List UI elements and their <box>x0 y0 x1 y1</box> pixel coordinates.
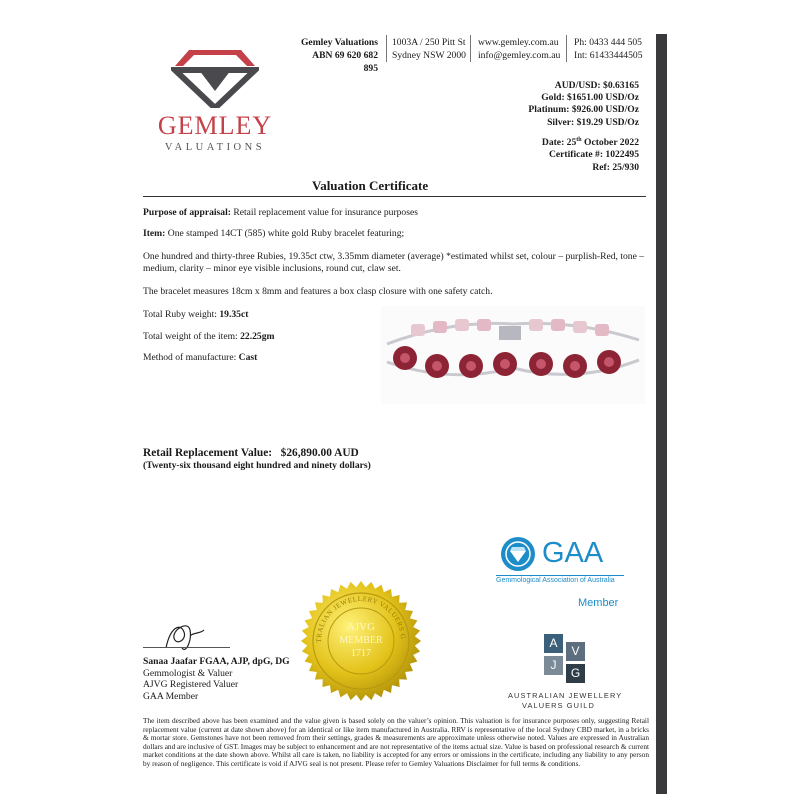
certificate-number: Certificate #: 1022495 <box>548 149 639 161</box>
phone-number: Ph: 0433 444 505 <box>574 37 642 48</box>
signature-line <box>143 647 230 648</box>
signer-role-3: GAA Member <box>143 690 199 702</box>
back-links <box>411 319 609 340</box>
certificate-meta <box>470 134 639 174</box>
ajvg-gold-seal <box>300 580 422 702</box>
certificate-ref: Ref: 25/930 <box>592 161 639 173</box>
header-divider <box>386 35 387 62</box>
item-row: Item: One stamped 14CT (585) white gold Ruby bracelet featuring; <box>143 228 405 239</box>
ajvg-letter-a: A <box>544 634 563 653</box>
signer-role-1: Gemmologist & Valuer <box>143 667 233 679</box>
address-line-2: Sydney NSW 2000 <box>392 50 466 61</box>
gaa-fullname: Gemmological Association of Australia <box>496 577 615 584</box>
manufacture-row: Method of manufacture: Cast <box>143 352 258 363</box>
header-phone <box>574 36 650 62</box>
address-line-1: 1003A / 250 Pitt St <box>392 37 466 48</box>
certificate-date: Date: 25th October 2022 <box>541 137 639 149</box>
header-address <box>392 36 466 62</box>
rate-aud-usd: AUD/USD: $0.63165 <box>554 80 639 91</box>
rate-gold: Gold: $1651.00 USD/Oz <box>541 92 639 104</box>
logo-wordmark: GEMLEY <box>157 111 273 140</box>
seal-line-2: MEMBER <box>339 635 383 646</box>
retail-value-amount: $26,890.00 AUD <box>280 447 359 459</box>
gaa-rule <box>496 575 624 576</box>
item-weight-row: Total weight of the item: 22.25gm <box>143 331 275 342</box>
signer-role-2: AJVG Registered Valuer <box>143 679 239 691</box>
ajvg-text-line-2: VALUERS GUILD <box>522 701 595 710</box>
purpose-row: Purpose of appraisal: Retail replacement value for insurance purposes <box>143 207 418 218</box>
ajvg-letter-g: G <box>566 664 585 683</box>
rate-platinum: Platinum: $926.00 USD/Oz <box>528 104 639 116</box>
rubies-description: One hundred and thirty-three Rubies, 19.35ct ctw, 3.35mm diameter (average) *estimated whilst set, colour – purplish-Red, tone – medium, clarity – minor eye visible inclusions, round cut, claw set. <box>143 251 645 275</box>
gaa-member-label: Member <box>578 597 619 609</box>
ajvg-letter-j: J <box>544 656 563 675</box>
intl-phone-number: Int: 61433444505 <box>574 50 643 61</box>
company-name: Gemley Valuations <box>300 37 378 48</box>
disclaimer-text: The item described above has been examined and the value given is based solely on the valuer’s opinion. This valuation is for insurance purposes only, suggesting Retail replacement value (current at date shown above) for an identical or like item manufactured in Australia. RRV is representative of the local Sydney CBD market, in a bricks & mortar store. Gemstones have not been removed from their settings, grades & measurements are approximate unless otherwise noted. Values are expressed in Australian dollars and are inclusive of GST. Images may be subject to enhancement and are not representative of the items actual size. Value is based on professional research & current market conditions at the date shown above. Whilst all care is taken, no liability is accepted for any errors or omissions in the certificate, including any liability to any person by reason of negligence. This certificate is void if AJVG seal is not present. Please refer to Gemley Valuations Disclaimer for full terms & conditions. <box>143 716 649 768</box>
ajvg-text-line-1: AUSTRALIAN JEWELLERY <box>508 691 623 700</box>
retail-value-row: Retail Replacement Value: $26,890.00 AUD <box>143 447 359 459</box>
seal-line-3: 1717 <box>351 648 371 659</box>
page-title: Valuation Certificate <box>312 178 429 193</box>
signature-mark <box>160 618 210 658</box>
seal-graphic <box>300 580 422 702</box>
bracelet-illustration <box>381 306 645 404</box>
header-divider <box>566 35 567 62</box>
ajvg-letter-v: V <box>566 642 585 661</box>
website-link[interactable]: www.gemley.com.au <box>478 37 559 48</box>
header-divider <box>470 35 471 62</box>
seal-arc-text: TRALIAN JEWELLERY VALUERS G <box>314 594 408 643</box>
logo-subtitle: VALUATIONS <box>164 142 266 153</box>
retail-value-words: (Twenty-six thousand eight hundred and ninety dollars) <box>143 460 371 471</box>
side-accent-bar <box>656 34 667 794</box>
metal-rates <box>470 80 639 129</box>
signer-name: Sanaa Jaafar FGAA, AJP, dpG, DG <box>143 656 290 667</box>
measurement-description: The bracelet measures 18cm x 8mm and features a box clasp closure with one safety catch. <box>143 286 493 297</box>
ajvg-logo <box>500 634 640 714</box>
gaa-wordmark: GAA <box>542 537 604 569</box>
company-abn: ABN 69 620 682 895 <box>312 50 378 74</box>
ruby-weight-row: Total Ruby weight: 19.35ct <box>143 309 249 320</box>
email-link[interactable]: info@gemley.com.au <box>478 50 561 61</box>
seal-line-1: AJVG <box>346 621 376 633</box>
gaa-logo <box>496 536 636 616</box>
header-web <box>478 36 564 62</box>
bracelet-photo <box>381 306 645 404</box>
rate-silver: Silver: $19.29 USD/Oz <box>547 116 639 128</box>
title-divider <box>143 196 646 197</box>
gemley-logo <box>150 38 280 158</box>
diamond-icon <box>171 46 259 108</box>
gaa-emblem-icon <box>498 536 540 572</box>
header-company <box>296 36 378 75</box>
signer-block <box>143 656 290 702</box>
